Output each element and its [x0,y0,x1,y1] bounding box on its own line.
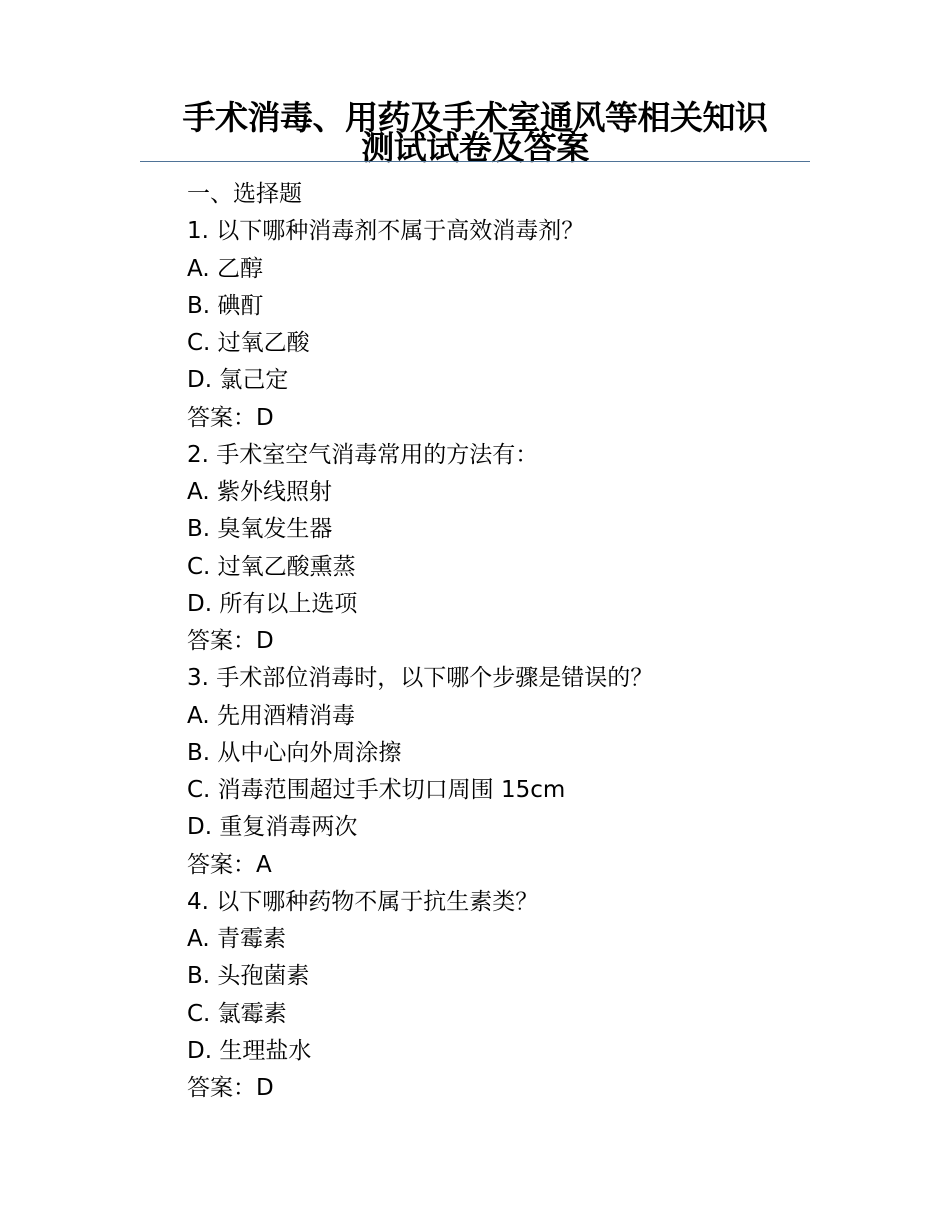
option-b: B. 碘酊 [187,292,264,319]
answer-text: 答案：D [187,404,274,431]
option-c: C. 过氧乙酸 [187,330,310,356]
option-c: C. 消毒范围超过手术切口周围 15cm [187,777,566,803]
answer-text: 答案：D [187,628,274,654]
option-d: D. 生理盐水 [187,1037,312,1064]
question-text: 3. 手术部位消毒时，以下哪个步骤是错误的？ [187,665,654,692]
option-d: D. 所有以上选项 [187,590,358,617]
question-text: 1. 以下哪种消毒剂不属于高效消毒剂？ [187,218,585,245]
document-title [140,98,810,167]
option-d: D. 氯己定 [187,367,289,394]
option-a: A. 紫外线照射 [187,479,332,505]
title-divider [140,161,810,162]
question-text: 4. 以下哪种药物不属于抗生素类？ [187,888,539,915]
answer-text: 答案：A [187,851,272,878]
option-b: B. 从中心向外周涂擦 [187,739,402,766]
option-c: C. 氯霉素 [187,1000,287,1027]
question-block [187,437,653,661]
question-block [187,884,653,1108]
document-body [187,176,653,1107]
option-c: C. 过氧乙酸熏蒸 [187,553,356,580]
answer-text: 答案：D [187,1075,274,1101]
question-block [187,660,653,884]
option-a: A. 青霉素 [187,926,286,952]
section-heading: 一、选择题 [187,181,302,207]
title-line-1: 手术消毒、用药及手术室通风等相关知识 [182,98,768,137]
option-d: D. 重复消毒两次 [187,814,358,841]
question-text: 2. 手术室空气消毒常用的方法有： [187,441,539,468]
option-a: A. 先用酒精消毒 [187,702,355,729]
option-b: B. 臭氧发生器 [187,516,333,543]
question-block [187,213,653,437]
title-line-2: 测试试卷及答案 [361,128,589,167]
option-b: B. 头孢菌素 [187,963,310,990]
option-a: A. 乙醇 [187,255,263,282]
